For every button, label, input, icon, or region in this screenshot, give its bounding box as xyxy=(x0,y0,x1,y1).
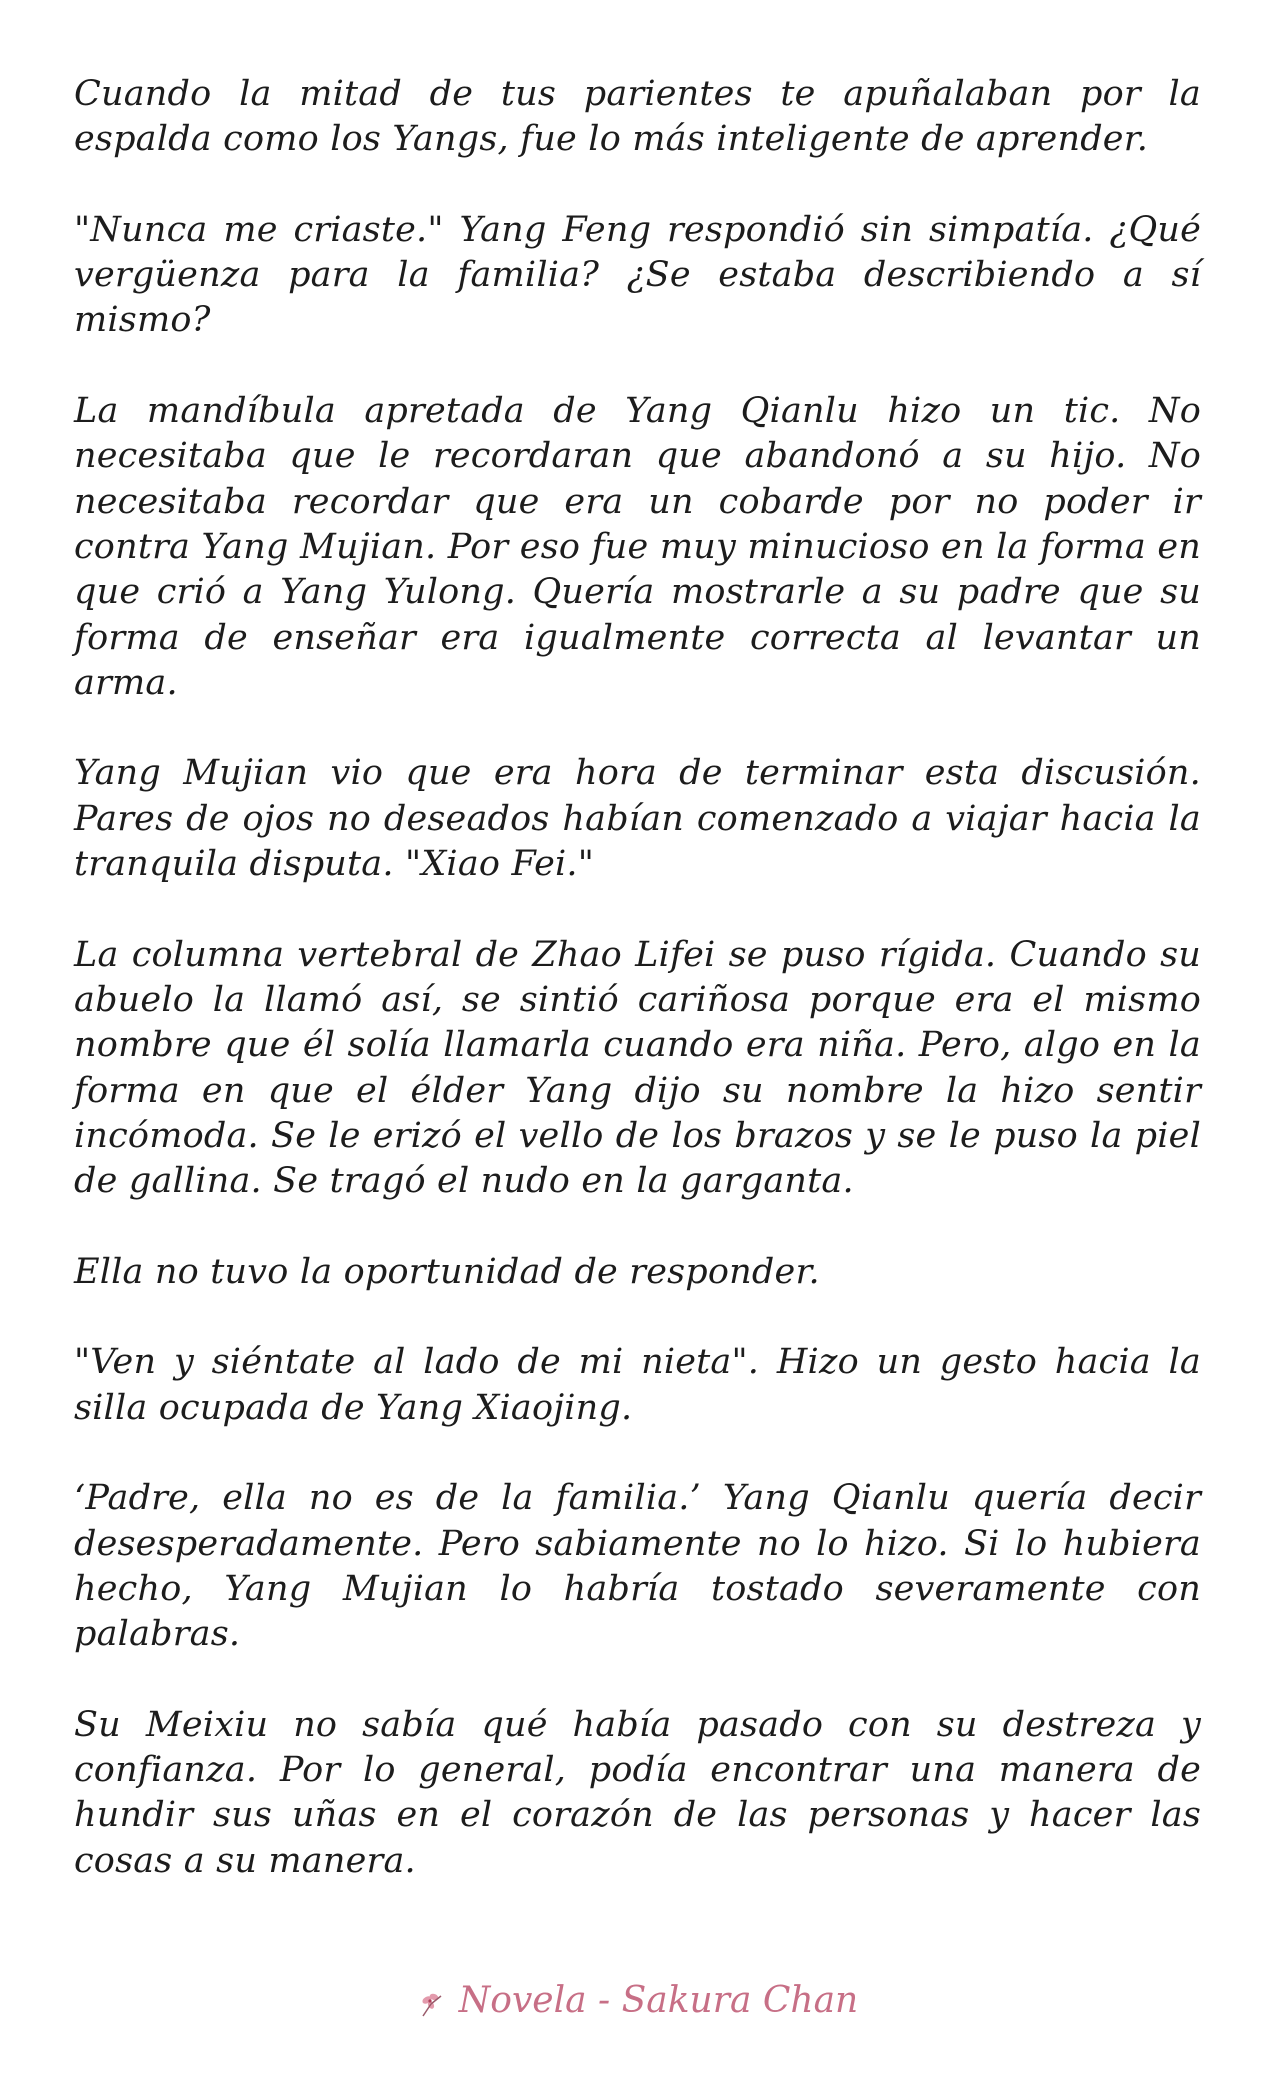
paragraph-7: "Ven y siéntate al lado de mi nieta". Hizo un gesto hacia la silla ocupada de Yang Xiaojing. xyxy=(74,1342,1201,1428)
paragraph-5: La columna vertebral de Zhao Lifei se puso rígida. Cuando su abuelo la llamó así, se sintió cariñosa porque era el mismo nombre que él solía llamarla cuando era niña. Pero, algo en la forma en que el élder Yang dijo su nombre la hizo sentir incómoda. Se le erizó el vello de los brazos y se le puso la piel de gallina. Se tragó el nudo en la garganta. xyxy=(74,934,1201,1202)
paragraph-8: ‘Padre, ella no es de la familia.’ Yang Qianlu quería decir desesperadamente. Pero sabiamente no lo hizo. Si lo hubiera hecho, Yang Mujian lo habría tostado severamente con palabras. xyxy=(74,1478,1201,1655)
paragraph-1: Cuando la mitad de tus parientes te apuñalaban por la espalda como los Yangs, fue lo más inteligente de aprender. xyxy=(74,74,1201,160)
paragraph-3: La mandíbula apretada de Yang Qianlu hizo un tic. No necesitaba que le recordaran que abandonó a su hijo. No necesitaba recordar que era un cobarde por no poder ir contra Yang Mujian. Por eso fue muy minucioso en la forma en que crió a Yang Yulong. Quería mostrarle a su padre que su forma de enseñar era igualmente correcta al levantar un arma. xyxy=(74,391,1201,703)
paragraph-2: "Nunca me criaste." Yang Feng respondió sin simpatía. ¿Qué vergüenza para la familia? ¿Se estaba describiendo a sí mismo? xyxy=(74,209,1201,341)
watermark-text: Novela - Sakura Chan xyxy=(458,1980,859,2021)
sakura-flower-icon xyxy=(417,1988,451,2018)
paragraph-6: Ella no tuvo la oportunidad de responder. xyxy=(74,1251,820,1292)
paragraph-4: Yang Mujian vio que era hora de terminar esta discusión. Pares de ojos no deseados habían comenzado a viajar hacia la tranquila disputa. "Xiao Fei." xyxy=(74,753,1201,885)
document-body xyxy=(74,72,1201,1929)
paragraph-9: Su Meixiu no sabía qué había pasado con su destreza y confianza. Por lo general, podía encontrar una manera de hundir sus uñas en el corazón de las personas y hacer las cosas a su manera. xyxy=(74,1704,1201,1881)
watermark xyxy=(0,1980,1275,2021)
